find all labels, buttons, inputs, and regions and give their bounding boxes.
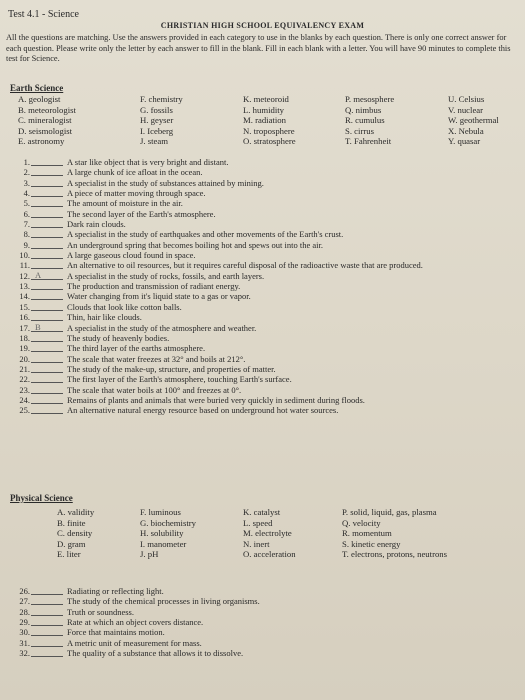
word-bank-item: M. electrolyte	[243, 528, 292, 539]
answer-blank[interactable]	[31, 260, 63, 269]
answer-blank[interactable]	[31, 167, 63, 176]
question-number: 5.	[23, 198, 30, 209]
question-row	[10, 260, 519, 270]
question-row	[10, 648, 519, 658]
question-number: 8.	[23, 229, 30, 240]
question-row	[10, 586, 519, 596]
question-row	[10, 627, 519, 637]
answer-blank[interactable]	[31, 333, 63, 342]
question-number: 14.	[19, 291, 30, 302]
question-text: Thin, hair like clouds.	[67, 312, 142, 323]
question-text: A specialist in the study of earthquakes and other movements of the Earth's crust.	[67, 229, 344, 240]
question-number: 28.	[19, 606, 30, 617]
word-bank-item: R. momentum	[342, 528, 392, 539]
word-bank-item: D. gram	[57, 538, 86, 549]
question-number: 20.	[19, 353, 30, 364]
question-row	[10, 364, 519, 374]
word-bank-column	[342, 507, 447, 560]
question-text: The production and transmission of radiant energy.	[67, 281, 241, 292]
physical-science-title: Physical Science	[10, 493, 73, 503]
answer-blank[interactable]	[31, 343, 63, 352]
word-bank-item: P. mesosphere	[345, 94, 395, 104]
word-bank-column	[57, 507, 94, 560]
question-text: A specialist in the study of rocks, fossils, and earth layers.	[67, 270, 265, 281]
question-row	[10, 395, 519, 405]
answer-blank[interactable]	[31, 209, 63, 218]
question-row	[10, 250, 519, 260]
question-number: 19.	[19, 343, 30, 354]
word-bank-item: O. acceleration	[243, 549, 296, 560]
word-bank-item: H. geyser	[140, 115, 174, 126]
question-text: The quality of a substance that allows it to dissolve.	[67, 648, 244, 659]
answer-blank[interactable]: A	[31, 271, 63, 280]
word-bank-item: E. astronomy	[18, 136, 65, 147]
word-bank-item: F. chemistry	[140, 94, 183, 104]
question-number: 10.	[19, 250, 30, 261]
word-bank-item: V. nuclear	[448, 104, 484, 115]
answer-blank[interactable]	[31, 178, 63, 187]
question-text: The scale that water freezes at 32° and boils at 212°.	[67, 353, 246, 364]
question-number: 18.	[19, 332, 30, 343]
word-bank-item: I. Iceberg	[140, 125, 174, 136]
word-bank-column	[243, 94, 296, 147]
question-text: Clouds that look like cotton balls.	[67, 301, 182, 312]
word-bank-item: M. radiation	[243, 115, 286, 126]
answer-blank[interactable]	[31, 291, 63, 300]
question-text: A specialist in the study of the atmosphere and weather.	[67, 322, 257, 333]
question-number: 4.	[23, 188, 30, 199]
question-row	[10, 188, 519, 198]
question-text: Rate at which an object covers distance.	[67, 617, 204, 628]
word-bank-item: B. finite	[57, 517, 86, 528]
question-number: 24.	[19, 394, 30, 405]
word-bank-item: T. Fahrenheit	[345, 136, 392, 147]
word-bank-item: I. manometer	[140, 538, 187, 549]
word-bank-item: X. Nebula	[448, 125, 484, 136]
question-text: The second layer of the Earth's atmosphere.	[67, 208, 216, 219]
answer-blank[interactable]	[31, 157, 63, 166]
question-row	[10, 405, 519, 415]
question-row	[10, 374, 519, 384]
question-row	[10, 312, 519, 322]
question-number: 16.	[19, 312, 30, 323]
question-number: 21.	[19, 363, 30, 374]
word-bank-column	[243, 507, 296, 560]
question-text: The third layer of the earths atmosphere.	[67, 343, 206, 354]
question-text: The scale that water boils at 100° and freezes at 0°.	[67, 384, 242, 395]
earth-science-title: Earth Science	[10, 83, 64, 93]
word-bank-item: N. troposphere	[243, 125, 295, 136]
word-bank-item: J. steam	[140, 136, 168, 147]
question-text: An underground spring that becomes boiling hot and spews out into the air.	[67, 239, 323, 250]
answer-blank[interactable]	[31, 586, 63, 595]
word-bank-item: G. fossils	[140, 104, 173, 115]
answer-blank[interactable]	[31, 395, 63, 404]
question-number: 27.	[19, 596, 30, 607]
word-bank-column	[448, 94, 499, 147]
word-bank-item: W. geothermal	[448, 115, 499, 126]
question-number: 29.	[19, 617, 30, 628]
question-row	[10, 271, 519, 281]
question-row	[10, 333, 519, 343]
word-bank-item: S. cirrus	[345, 125, 374, 136]
answer-blank[interactable]	[31, 617, 63, 626]
question-text: The study of heavenly bodies.	[67, 332, 170, 343]
answer-blank[interactable]	[31, 250, 63, 259]
answer-blank[interactable]	[31, 354, 63, 363]
answer-blank[interactable]	[31, 607, 63, 616]
question-number: 9.	[23, 239, 30, 250]
question-row	[10, 281, 519, 291]
question-row	[10, 617, 519, 627]
word-bank-item: H. solubility	[140, 528, 184, 539]
word-bank-item: U. Celsius	[448, 94, 485, 104]
question-number: 22.	[19, 374, 30, 385]
word-bank-item: B. meteorologist	[18, 104, 76, 115]
question-number: 1.	[23, 157, 30, 167]
answer-blank[interactable]	[31, 198, 63, 207]
answer-blank[interactable]: B	[31, 323, 63, 332]
word-bank-item: D. seismologist	[18, 125, 73, 136]
question-number: 3.	[23, 177, 30, 188]
question-number: 12.	[19, 270, 30, 281]
question-text: Dark rain clouds.	[67, 219, 126, 230]
question-text: A large chunk of ice afloat in the ocean.	[67, 167, 203, 178]
question-row	[10, 209, 519, 219]
question-row	[10, 343, 519, 353]
question-row	[10, 157, 519, 167]
question-number: 25.	[19, 405, 30, 416]
question-text: A metric unit of measurement for mass.	[67, 637, 202, 648]
question-text: Force that maintains motion.	[67, 627, 165, 638]
question-text: Truth or soundness.	[67, 606, 134, 617]
word-bank-item: Q. nimbus	[345, 104, 382, 115]
answer-blank[interactable]	[31, 596, 63, 605]
question-row	[10, 302, 519, 312]
question-number: 31.	[19, 637, 30, 648]
word-bank-item: S. kinetic energy	[342, 538, 401, 549]
word-bank-item: L. speed	[243, 517, 273, 528]
question-text: A large gaseous cloud found in space.	[67, 250, 196, 261]
word-bank-item: K. meteoroid	[243, 94, 289, 104]
word-bank-item: O. stratosphere	[243, 136, 296, 147]
word-bank-item: Y. quasar	[448, 136, 481, 147]
word-bank-column	[18, 94, 76, 147]
answer-blank[interactable]	[31, 219, 63, 228]
answer-blank[interactable]	[31, 302, 63, 311]
question-text: An alternative natural energy resource based on underground hot water sources.	[67, 405, 339, 416]
question-text: Radiating or reflecting light.	[67, 586, 164, 596]
school-name: CHRISTIAN HIGH SCHOOL EQUIVALENCY EXAM	[160, 21, 365, 30]
word-bank-item: A. validity	[57, 507, 95, 517]
word-bank-column	[140, 94, 183, 147]
answer-blank[interactable]	[31, 374, 63, 383]
word-bank-item: C. mineralogist	[18, 115, 72, 126]
question-text: Water changing from it's liquid state to a gas or vapor.	[67, 291, 251, 302]
question-number: 13.	[19, 281, 30, 292]
word-bank-item: Q. velocity	[342, 517, 381, 528]
question-text: A piece of matter moving through space.	[67, 188, 206, 199]
word-bank-item: P. solid, liquid, gas, plasma	[342, 507, 437, 517]
test-title: Test 4.1 - Science	[8, 9, 79, 20]
answer-blank[interactable]	[31, 385, 63, 394]
question-row	[10, 167, 519, 177]
question-number: 30.	[19, 627, 30, 638]
word-bank-item: T. electrons, protons, neutrons	[342, 549, 448, 560]
question-number: 15.	[19, 301, 30, 312]
answer-blank[interactable]	[31, 240, 63, 249]
question-number: 6.	[23, 208, 30, 219]
question-text: A star like object that is very bright and distant.	[67, 157, 229, 167]
answer-blank[interactable]	[31, 364, 63, 373]
word-bank-column	[345, 94, 394, 147]
word-bank-item: L. humidity	[243, 104, 285, 115]
word-bank-item: C. density	[57, 528, 93, 539]
question-number: 26.	[19, 586, 30, 596]
question-text: An alternative to oil resources, but it requires careful disposal of the radioactive waste that are produced.	[67, 260, 423, 271]
question-row	[10, 596, 519, 606]
question-row	[10, 229, 519, 239]
answer-blank[interactable]	[31, 188, 63, 197]
instructions: All the questions are matching. Use the answers provided in each category to use in the blanks by each question. There is only one correct answer for each question. Please write only the letter by each answer to fill in the blank. Fill in each blank with a letter. You will have 90 minutes to complete this test for Science.	[6, 33, 511, 64]
question-row	[10, 219, 519, 229]
question-number: 11.	[19, 260, 30, 271]
answer-blank[interactable]	[31, 648, 63, 657]
word-bank-item: A. geologist	[18, 94, 61, 104]
question-text: The amount of moisture in the air.	[67, 198, 183, 209]
word-bank-column	[140, 507, 196, 560]
answer-blank[interactable]	[31, 638, 63, 647]
answer-blank[interactable]	[31, 312, 63, 321]
answer-blank[interactable]	[31, 405, 63, 414]
word-bank-item: N. inert	[243, 538, 270, 549]
word-bank-item: E. liter	[57, 549, 81, 560]
answer-blank[interactable]	[31, 281, 63, 290]
word-bank-item: G. biochemistry	[140, 517, 196, 528]
question-text: The study of the chemical processes in living organisms.	[67, 596, 260, 607]
earth-question-list	[10, 157, 519, 416]
question-number: 32.	[19, 648, 30, 659]
question-row	[10, 198, 519, 208]
answer-blank[interactable]	[31, 627, 63, 636]
question-text: The first layer of the Earth's atmosphere, touching Earth's surface.	[67, 374, 292, 385]
question-number: 17.	[19, 322, 30, 333]
question-row	[10, 638, 519, 648]
physical-question-list	[10, 586, 519, 658]
question-row	[10, 607, 519, 617]
answer-blank[interactable]	[31, 229, 63, 238]
question-number: 7.	[23, 219, 30, 230]
question-text: The study of the make-up, structure, and properties of matter.	[67, 363, 276, 374]
word-bank-item: J. pH	[140, 549, 159, 560]
question-number: 2.	[23, 167, 30, 178]
question-row	[10, 323, 519, 333]
question-row	[10, 385, 519, 395]
question-row	[10, 240, 519, 250]
question-row	[10, 291, 519, 301]
word-bank-item: K. catalyst	[243, 507, 281, 517]
question-number: 23.	[19, 384, 30, 395]
question-row	[10, 354, 519, 364]
question-row	[10, 178, 519, 188]
question-text: A specialist in the study of substances attained by mining.	[67, 177, 264, 188]
question-text: Remains of plants and animals that were buried very quickly in sediment during floods.	[67, 394, 365, 405]
word-bank-item: F. luminous	[140, 507, 181, 517]
word-bank-item: R. cumulus	[345, 115, 385, 126]
